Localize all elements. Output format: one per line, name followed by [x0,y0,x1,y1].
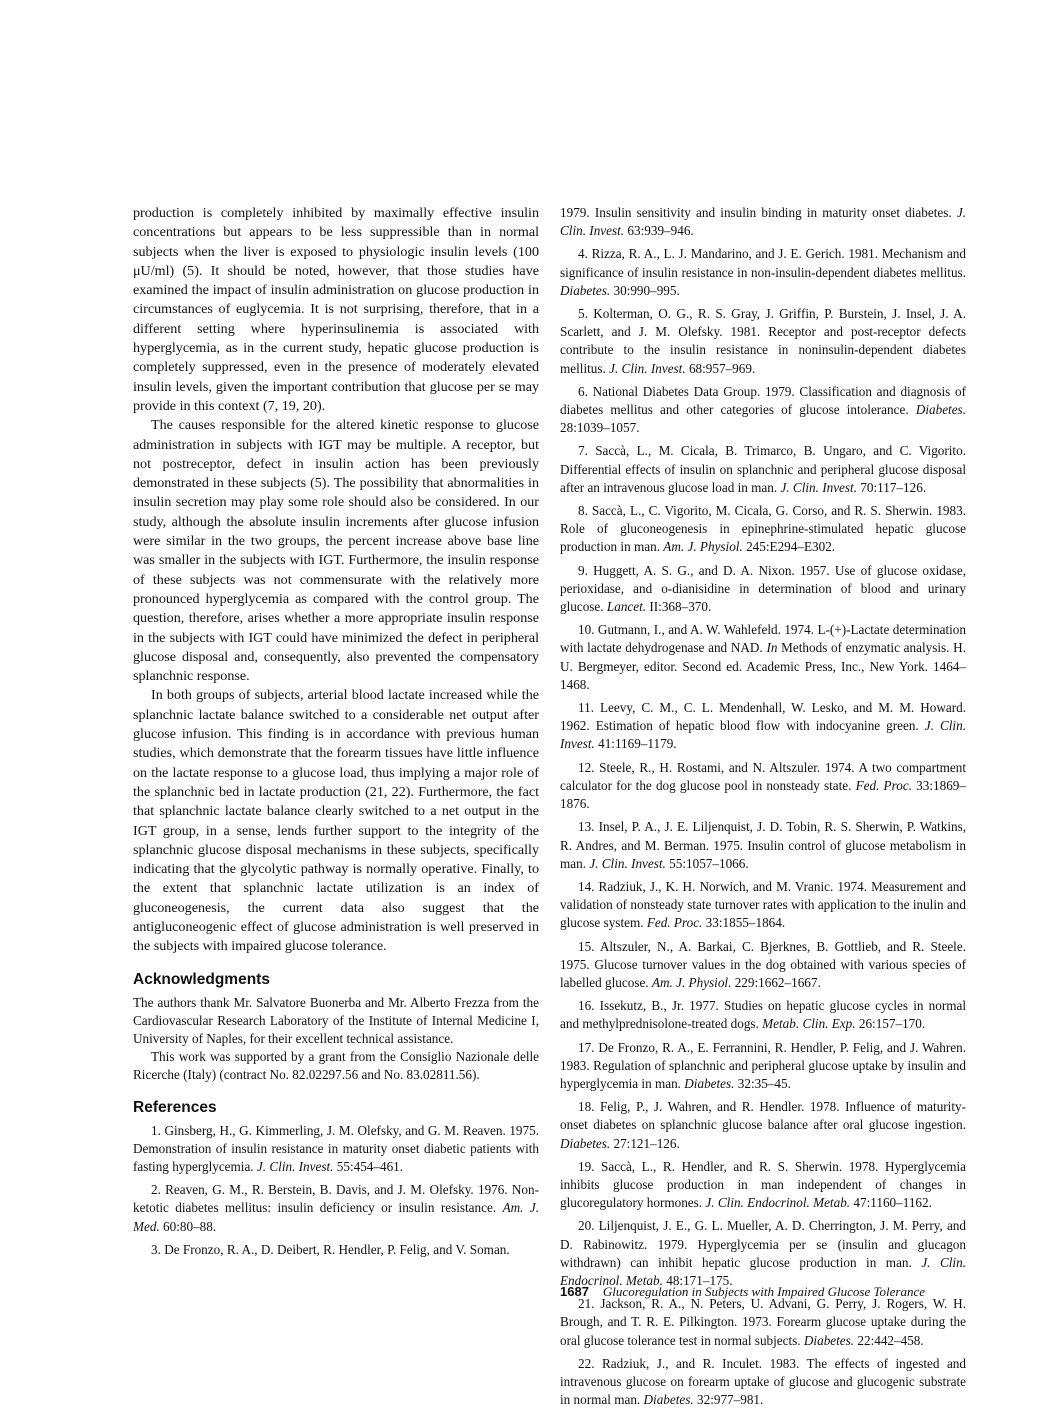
reference-journal: Diabetes. [643,1392,694,1408]
reference-item [560,1295,966,1350]
reference-journal: Fed. Proc. [646,915,703,931]
reference-item [560,699,966,754]
reference-journal: J. Clin. Invest. [780,479,857,495]
reference-item [560,818,966,873]
reference-text: 20. Liljenquist, J. E., G. L. Mueller, A. D. Cherrington, J. M. Perry, and D. Rabinowitz. 1979. Hyperglycemia per se (insulin and glucagon withdrawn) can inhibit hepatic glucose production in man. [560,1218,966,1270]
reference-text: 10. Gutmann, I., and A. W. Wahlefeld. 1974. L-(+)-Lactate determination with lactate dehydrogenase and NAD. [560,622,966,656]
reference-tail: 28:1039–1057. [560,420,640,436]
acknowledgments-text: The authors thank Mr. Salvatore Buonerba and Mr. Alberto Frezza from the Cardiovascular Research Laboratory of the Institute of Internal Medicine I, University of Naples, for their excellent technical assistance. [133,994,539,1046]
reference-tail: 70:117–126. [857,479,927,495]
body-paragraph: production is completely inhibited by maximally effective insulin concentrations but appears to be less suppressible than in normal subjects when the liver is exposed to physiologic insulin levels (100 μU/ml) (5). It should be noted, however, that those studies have examined the impact of insulin administration on glucose production in circumstances of euglycemia. It is not surprising, therefore, that in a different setting where hyperinsulinemia is associated with hyperglycemia, as in the current study, hepatic glucose production is completely suppressed, even in the presence of moderately elevated insulin levels, given the important contribution that glucose per se may provide in this context (7, 19, 20). [133,205,539,414]
reference-journal: Lancet. [606,599,647,615]
reference-tail: 55:454–461. [333,1159,404,1174]
reference-text: 1. Ginsberg, H., G. Kimmerling, J. M. Olefsky, and G. M. Reaven. 1975. Demonstration of insulin resistance in maturity onset diabetic patients with fasting hyperglycemia. [133,1122,539,1174]
reference-item [133,1241,539,1259]
reference-text: 14. Radziuk, J., K. H. Norwich, and M. Vranic. 1974. Measurement and validation of nonsteady state turnover rates with application to the inulin and glucose system. [560,878,966,931]
reference-text: 15. Altszuler, N., A. Barkai, C. Bjerknes, B. Gottlieb, and R. Steele. 1975. Glucose turnover values in the dog obtained with various species of labelled glucose. [560,938,966,990]
reference-item [560,1217,966,1290]
reference-tail: Methods of enzymatic analysis. H. U. Bergmeyer, editor. Second ed. Academic Press, Inc., New York. 1464–1468. [560,640,966,692]
reference-item [560,305,966,378]
reference-journal: In [766,640,778,656]
reference-text: 8. Saccà, L., C. Vigorito, M. Cicala, G. Corso, and R. S. Sherwin. 1983. Role of gluconeogenesis in epinephrine-stimulated hepatic glucose production in man. [560,503,966,555]
reference-tail: 245:E294–E302. [742,539,836,555]
reference-journal: Am. J. Physiol. [651,974,732,990]
reference-item [560,383,966,438]
reference-text: 3. De Fronzo, R. A., D. Deibert, R. Hendler, P. Felig, and V. Soman. [151,1241,510,1257]
reference-tail: 48:171–175. [662,1272,733,1288]
reference-tail: 60:80–88. [159,1218,217,1234]
reference-tail: 68:957–969. [685,360,756,376]
reference-item [560,502,966,557]
reference-tail: 26:157–170. [855,1016,926,1032]
running-title: Glucoregulation in Subjects with Impaired Glucose Tolerance [602,1284,925,1299]
reference-item [133,1181,539,1236]
reference-journal: Diabetes. [560,1135,611,1151]
acknowledgments-text: This work was supported by a grant from the Consiglio Nazionale delle Ricerche (Italy) (contract No. 82.02297.56 and No. 83.02811.56). [133,1049,539,1083]
right-column [560,204,966,1414]
reference-item [560,938,966,993]
reference-item [560,1158,966,1213]
reference-journal: Am. J. Physiol. [663,539,743,555]
reference-tail: 41:1169–1179. [594,736,677,752]
reference-item [133,1122,539,1177]
reference-tail: II:368–370. [646,599,712,615]
reference-text: 13. Insel, P. A., J. E. Liljenquist, J. D. Tobin, R. S. Sherwin, P. Watkins, R. Andres, and M. Berman. 1975. Insulin control of glucose metabolism in man. [560,819,966,871]
reference-item [560,997,966,1033]
reference-journal: J. Clin. Invest. [589,855,666,871]
reference-text: 9. Huggett, A. S. G., and D. A. Nixon. 1957. Use of glucose oxidase, perioxidase, and o-dianisidine in determination of blood and urinary glucose. [560,562,966,615]
reference-text: 6. National Diabetes Data Group. 1979. Classification and diagnosis of diabetes mellitus and other categories of glucose intolerance. [560,383,966,418]
reference-tail: 32:35–45. [734,1075,791,1091]
reference-item [560,204,966,240]
left-column [133,204,539,1264]
reference-text: 18. Felig, P., J. Wahren, and R. Hendler. 1978. Influence of maturity-onset diabetes on splanchnic glucose balance after oral glucose ingestion. [560,1099,966,1133]
reference-item [560,621,966,694]
reference-text: 12. Steele, R., H. Rostami, and N. Altszuler. 1974. A two compartment calculator for the dog glucose pool in nonsteady state. [560,759,966,793]
reference-tail: 229:1662–1667. [731,974,821,990]
body-paragraph: In both groups of subjects, arterial blood lactate increased while the splanchnic lactate balance switched to a considerable net output after glucose infusion. This finding is in accordance with previous human studies, which demonstrate that the forearm tissues have little influence on the lactate response to a glucose load, thus implying a major role of the splanchnic bed in lactate production (21, 22). Furthermore, the fact that splanchnic lactate balance clearly switched to a net output in the IGT group, in a sense, lends further support to the integrity of the splanchnic glucose disposal mechanisms in these subjects, specifically indicating that the glycolytic pathway is normally operative. Finally, to the extent that splanchnic lactate utilization is an index of gluconeogenesis, the current data also suggest that the antigluconeogenic effect of glucose administration is well preserved in the subjects with impaired glucose tolerance. [133,687,539,955]
reference-item [560,759,966,814]
reference-journal: J. Clin. Invest. [256,1159,334,1174]
reference-text: 21. Jackson, R. A., N. Peters, U. Advani, G. Perry, J. Rogers, W. H. Brough, and T. R. E. Pilkington. 1973. Forearm glucose uptake during the oral glucose tolerance test in normal subjects. [560,1296,966,1348]
reference-journal: Diabetes. [560,282,611,298]
reference-tail: 33:1869–1876. [560,777,966,812]
reference-tail: 30:990–995. [610,282,680,298]
reference-journal: J. Clin. Endocrinol. Metab. [705,1195,851,1211]
reference-journal: J. Clin. Invest. [560,718,966,752]
reference-text: 17. De Fronzo, R. A., E. Ferrannini, R. Hendler, P. Felig, and J. Wahren. 1983. Regulation of splanchnic and peripheral glucose uptake by insulin and hyperglycemia in man. [560,1039,966,1091]
reference-list-left [133,1122,539,1259]
reference-text: 16. Issekutz, B., Jr. 1977. Studies on hepatic glucose cycles in normal and methylprednisolone-treated dogs. [560,998,966,1032]
reference-tail: 63:939–946. [624,223,694,239]
page-number: 1687 [560,1284,589,1299]
reference-list-right [560,204,966,1409]
reference-journal: Fed. Proc. [855,777,912,793]
reference-item [560,1098,966,1153]
reference-tail: 32:977–981. [693,1392,764,1408]
reference-journal: Metab. Clin. Exp. [762,1016,856,1032]
reference-journal: J. Clin. Endocrinol. Metab. [560,1254,966,1288]
reference-tail: 47:1160–1162. [850,1195,932,1211]
reference-journal: J. Clin. Invest. [609,360,686,376]
references-heading: References [133,1098,217,1116]
reference-item [560,562,966,617]
reference-text: 22. Radziuk, J., and R. Inculet. 1983. The effects of ingested and intravenous glucose on forearm uptake of glucose and glucogenic substrate in normal man. [560,1355,966,1408]
reference-text: 4. Rizza, R. A., L. J. Mandarino, and J. E. Gerich. 1981. Mechanism and significance of insulin resistance in non-insulin-dependent diabetes mellitus. [560,246,966,280]
reference-journal: Diabetes. [915,402,966,418]
reference-item [560,442,966,497]
reference-journal: Diabetes. [684,1075,735,1091]
reference-tail: 33:1855–1864. [702,915,786,931]
reference-tail: 27:121–126. [610,1135,680,1151]
reference-item [560,245,966,300]
reference-journal: Am. J. Med. [133,1200,540,1234]
page-footer [560,1284,966,1300]
reference-text: 7. Saccà, L., M. Cicala, B. Trimarco, B. Ungaro, and C. Vigorito. Differential effects of insulin on splanchnic and peripheral glucose disposal after an intravenous glucose load in man. [560,443,966,495]
reference-text: 1979. Insulin sensitivity and insulin binding in maturity onset diabetes. [560,205,957,220]
reference-text: 5. Kolterman, O. G., R. S. Gray, J. Griffin, P. Burstein, J. Insel, J. A. Scarlett, and J. M. Olefsky. 1981. Receptor and post-receptor defects contribute to the insulin resistance in noninsulin-dependent diabetes mellitus. [560,306,966,376]
reference-tail: 55:1057–1066. [665,855,749,871]
reference-item [560,878,966,933]
reference-text: 19. Saccà, L., R. Hendler, and R. S. Sherwin. 1978. Hyperglycemia inhibits glucose production in man independent of changes in glucoregulatory hormones. [560,1158,966,1211]
reference-tail: 22:442–458. [854,1332,924,1348]
reference-item [560,1039,966,1094]
acknowledgments-heading: Acknowledgments [133,970,270,988]
body-paragraph: The causes responsible for the altered kinetic response to glucose administration in subjects with IGT may be multiple. A receptor, but not postreceptor, defect in insulin action has been previously demonstrated in these subjects (5). The possibility that abnormalities in insulin secretion may play some role should also be considered. In our study, although the absolute insulin increments after glucose infusion were similar in the two groups, the percent increase above base line was smaller in the subjects with IGT. Furthermore, the insulin response of these subjects was not commensurate with the relatively more pronounced hyperglycemia as compared with the control group. The question, therefore, arises whether a more appropriate insulin response in the subjects with IGT could have minimized the defect in peripheral glucose disposal and, consequently, also prevented the compensatory splanchnic response. [133,417,539,685]
reference-text: 11. Leevy, C. M., C. L. Mendenhall, W. Lesko, and M. M. Howard. 1962. Estimation of hepatic blood flow with indocyanine green. [560,700,966,734]
reference-text: 2. Reaven, G. M., R. Berstein, B. Davis, and J. M. Olefsky. 1976. Non-ketotic diabetes mellitus: insulin deficiency or insulin resistance. [133,1182,539,1216]
reference-journal: J. Clin. Invest. [560,205,966,239]
reference-journal: Diabetes. [803,1332,855,1348]
reference-item [560,1355,966,1410]
